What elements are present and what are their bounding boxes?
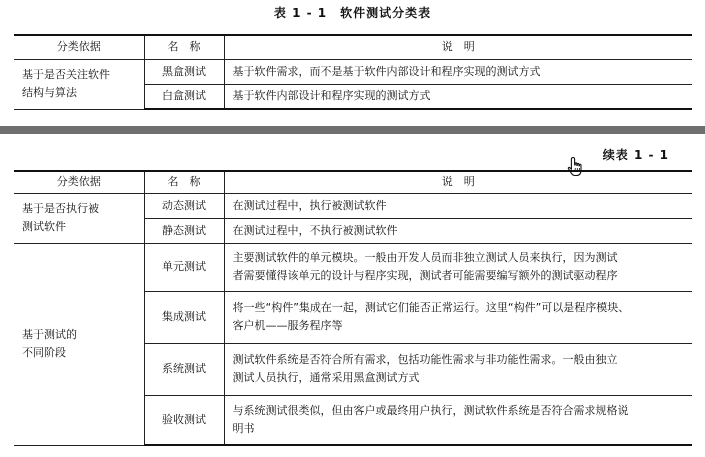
test-description	[224, 243, 692, 291]
header-name: 名 称	[144, 35, 224, 59]
test-name: 单元测试	[144, 243, 224, 291]
header-basis: 分类依据	[14, 171, 144, 193]
category-cell	[14, 59, 144, 109]
test-description: 基于软件需求，而不是基于软件内部设计和程序实现的测试方式	[224, 59, 692, 84]
test-description	[224, 395, 692, 445]
description-line: 客户机——服务程序等	[232, 319, 343, 332]
test-description	[224, 343, 692, 395]
page-divider	[0, 126, 705, 134]
page-two	[0, 134, 705, 457]
category-cell	[14, 193, 144, 243]
description-line: 测试软件系统是否符合所有需求，包括功能性需求与非功能性需求。一般由独立	[232, 353, 618, 366]
classification-table	[14, 34, 692, 110]
header-row	[14, 35, 692, 59]
header-desc: 说 明	[224, 171, 692, 193]
header-basis: 分类依据	[14, 35, 144, 59]
description-line: 明书	[232, 421, 255, 435]
description-line: 将一些“构件”集成在一起，测试它们能否正常运行。这里“构件”可以是程序模块、	[232, 301, 630, 314]
page-one	[0, 0, 705, 126]
test-description: 在测试过程中，不执行被测试软件	[224, 218, 692, 243]
header-row	[14, 171, 692, 193]
category-line: 结构与算法	[22, 86, 77, 99]
test-name: 静态测试	[144, 218, 224, 243]
description-line: 与系统测试很类似，但由客户或最终用户执行，测试软件系统是否符合需求规格说	[232, 403, 629, 417]
test-name: 动态测试	[144, 193, 224, 218]
category-line: 基于是否执行被	[22, 202, 99, 215]
header-name: 名 称	[144, 171, 224, 193]
table-row	[14, 59, 692, 84]
table-title: 表 1 - 1 软件测试分类表	[273, 6, 432, 20]
table-row	[14, 243, 692, 291]
test-name: 黑盒测试	[144, 59, 224, 84]
category-line: 基于是否关注软件	[22, 68, 110, 81]
test-name: 验收测试	[144, 395, 224, 445]
test-description	[224, 291, 692, 343]
test-name: 系统测试	[144, 343, 224, 395]
category-line: 不同阶段	[22, 346, 66, 359]
category-line: 测试软件	[22, 220, 66, 233]
test-name: 集成测试	[144, 291, 224, 343]
header-desc: 说 明	[224, 35, 692, 59]
description-line: 主要测试软件的单元模块。一般由开发人员而非独立测试人员来执行，因为测试	[232, 251, 618, 264]
test-description: 基于软件内部设计和程序实现的测试方式	[224, 84, 692, 109]
category-line: 基于测试的	[22, 328, 77, 341]
test-name: 白盒测试	[144, 84, 224, 109]
description-line: 测试人员执行，通常采用黑盒测试方式	[232, 371, 420, 384]
test-description: 在测试过程中，执行被测试软件	[224, 193, 692, 218]
continued-table-title: 续表 1 - 1	[602, 148, 669, 162]
classification-table-continued	[14, 170, 692, 446]
category-cell	[14, 243, 144, 445]
table-row	[14, 193, 692, 218]
description-line: 者需要懂得该单元的设计与程序实现，测试者可能需要编写额外的测试驱动程序	[232, 269, 618, 282]
